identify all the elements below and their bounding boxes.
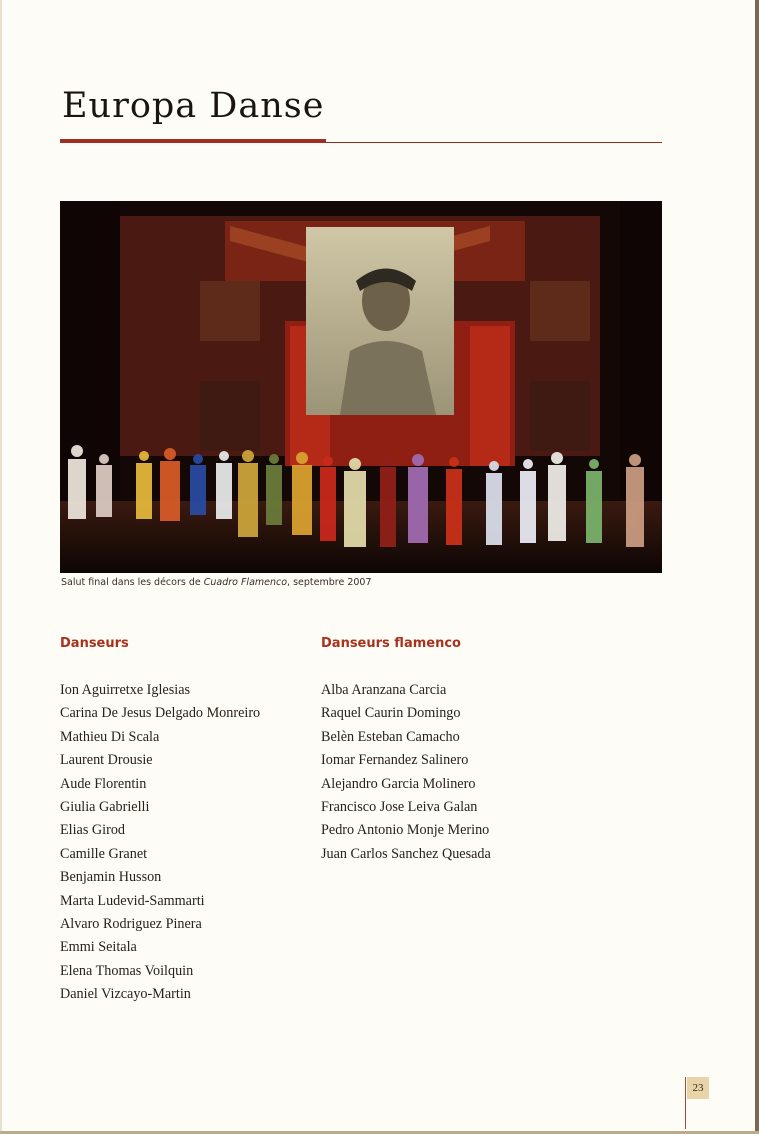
list-item: Elias Girod [60, 822, 126, 839]
list-item: Juan Carlos Sanchez Quesada [321, 845, 491, 862]
list-item: Alvaro Rodriguez Pinera [60, 916, 202, 933]
page-edge-left [0, 0, 2, 1134]
page-title: Europa Danse [62, 86, 325, 126]
list-item: Carina De Jesus Delgado Monreiro [60, 705, 261, 722]
list-item: Marta Ludevid-Sammarti [60, 892, 205, 909]
flamenco-dancers-heading: Danseurs flamenco [321, 636, 461, 651]
list-item: Laurent Drousie [60, 752, 153, 769]
list-item: Mathieu Di Scala [60, 728, 160, 745]
caption-text: Salut final dans les décors de [61, 577, 204, 588]
list-item: Alejandro Garcia Molinero [321, 775, 476, 792]
page-number-rule [685, 1077, 686, 1129]
list-item: Francisco Jose Leiva Galan [321, 799, 478, 816]
list-item: Giulia Gabrielli [60, 799, 150, 816]
caption-work-title: Cuadro Flamenco [203, 577, 288, 588]
dancers-list [60, 679, 260, 1007]
list-item: Aude Florentin [60, 775, 147, 792]
list-item: Elena Thomas Voilquin [60, 962, 194, 979]
photo-caption [61, 577, 372, 588]
list-item: Ion Aguirretxe Iglesias [60, 682, 191, 698]
list-item: Emmi Seitala [60, 939, 137, 956]
list-item: Daniel Vizcayo-Martin [60, 986, 191, 1003]
caption-date: , septembre 2007 [287, 577, 372, 588]
list-item: Raquel Caurin Domingo [321, 705, 461, 722]
page-edge-right [755, 0, 759, 1134]
page-number: 23 [687, 1077, 709, 1099]
title-underline-accent [60, 139, 326, 143]
list-item: Pedro Antonio Monje Merino [321, 822, 490, 839]
list-item: Iomar Fernandez Salinero [321, 752, 469, 769]
list-item: Camille Granet [60, 845, 148, 862]
stage-photo [60, 201, 662, 573]
title-underline [326, 142, 662, 143]
flamenco-dancers-list [321, 679, 491, 866]
list-item: Alba Aranzana Carcia [321, 682, 447, 698]
dancers-heading: Danseurs [60, 636, 129, 651]
list-item: Benjamin Husson [60, 869, 162, 886]
list-item: Belèn Esteban Camacho [321, 728, 460, 745]
